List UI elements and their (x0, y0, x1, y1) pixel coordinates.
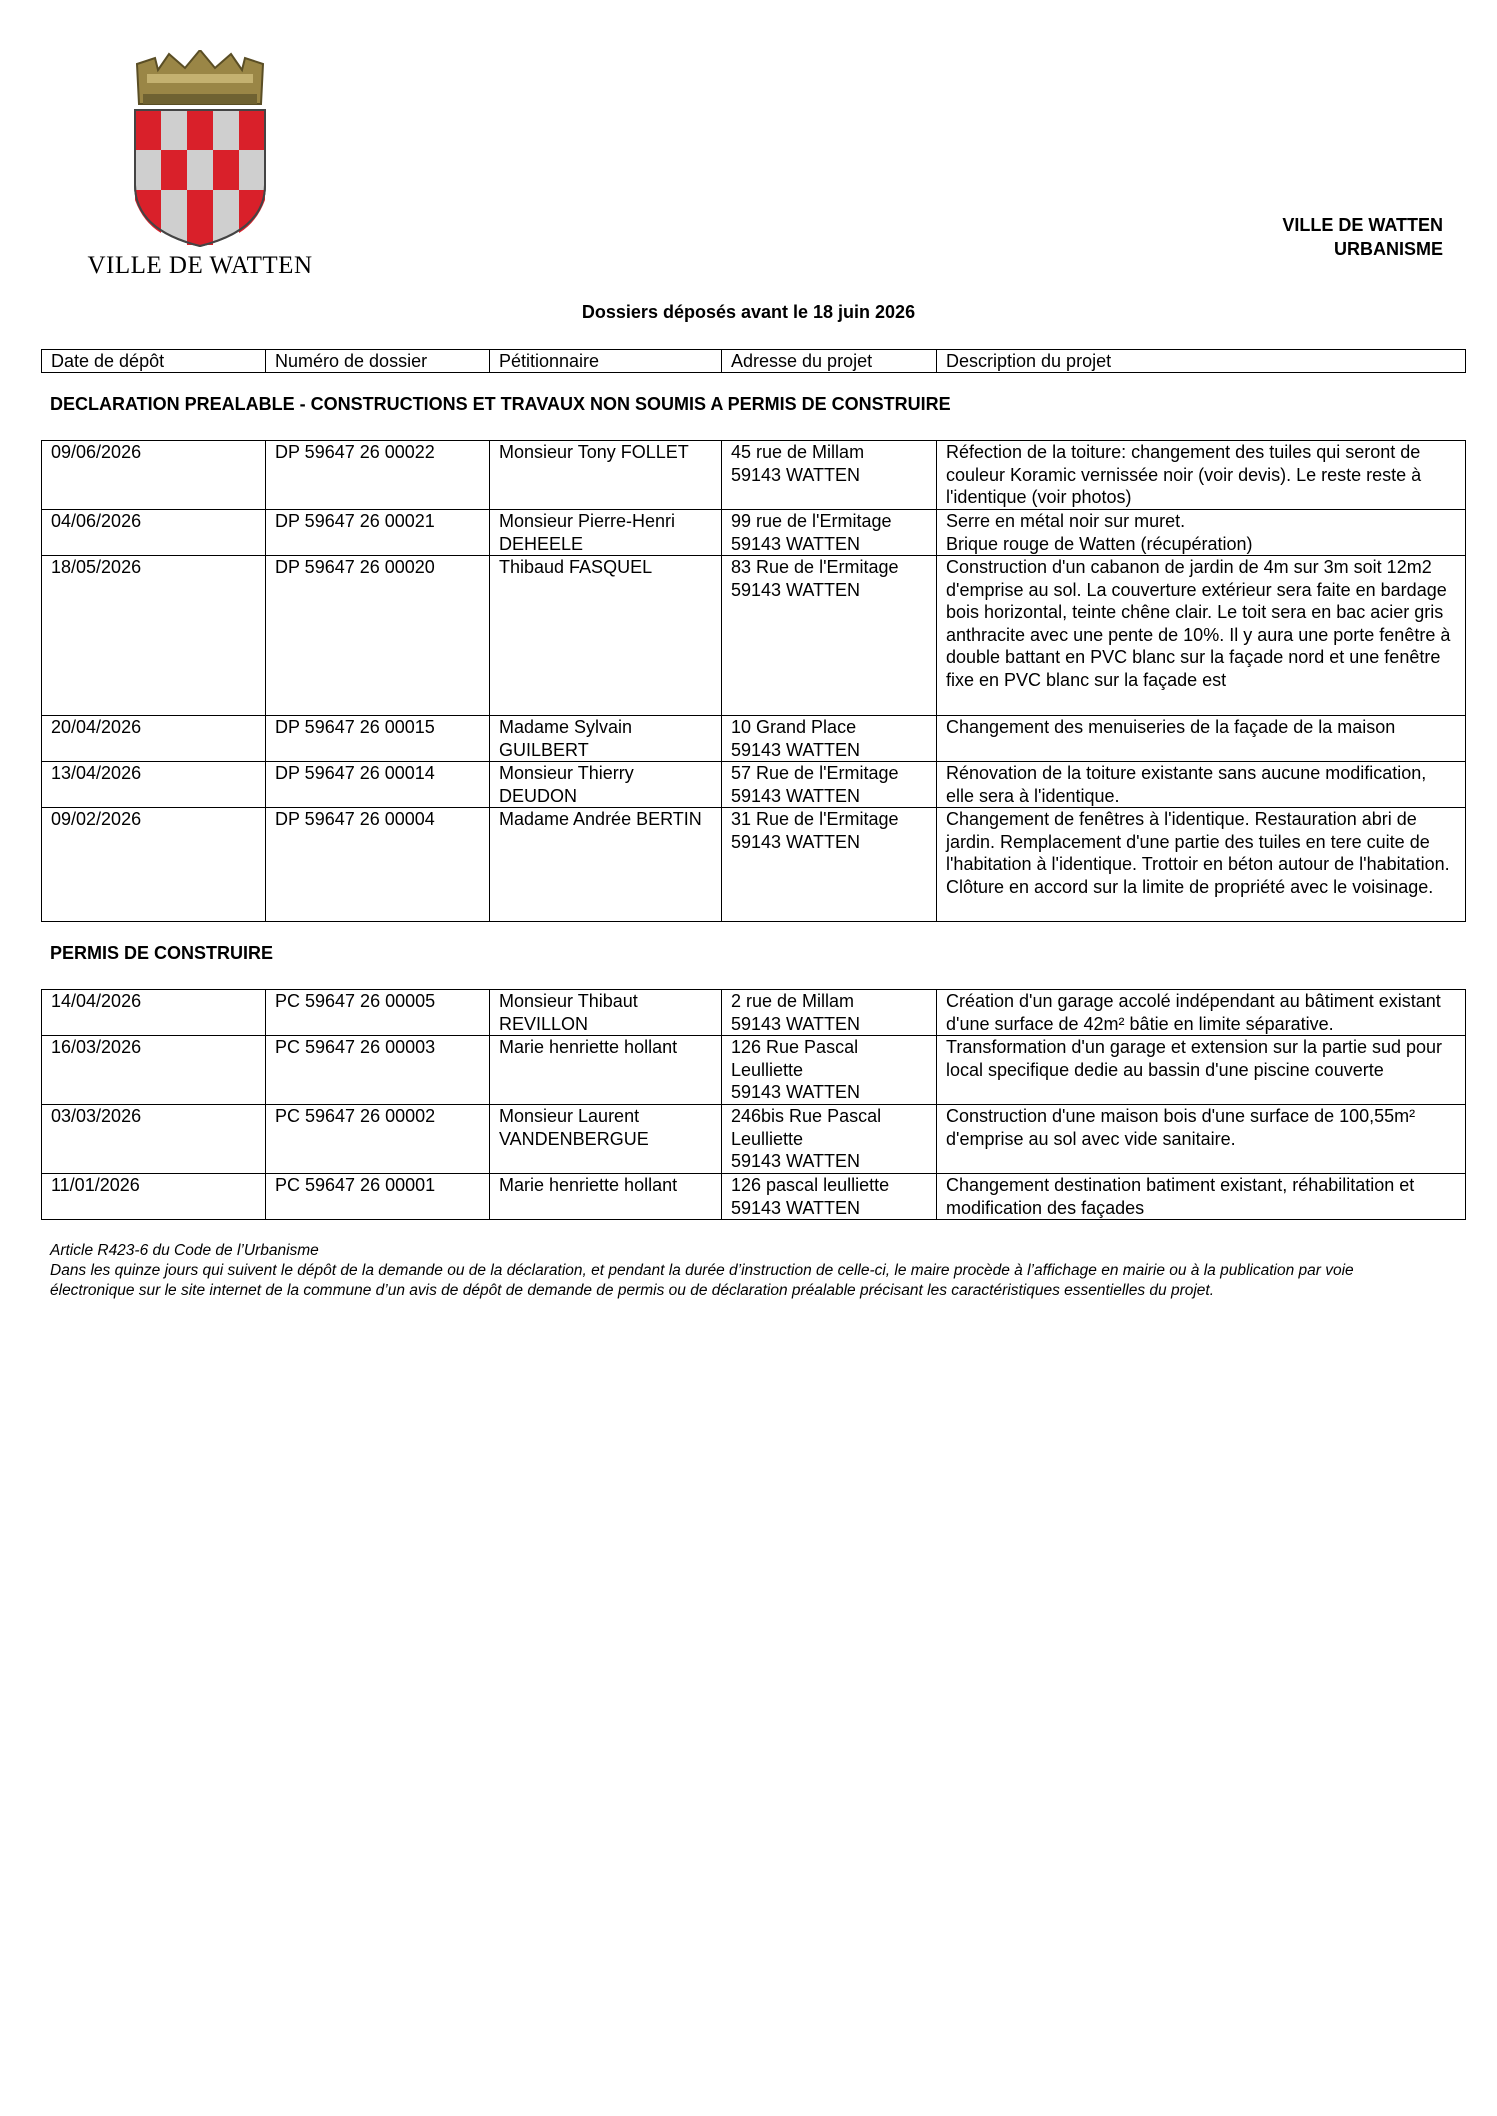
table-row (42, 990, 1466, 1036)
cell-address: 99 rue de l'Ermitage 59143 WATTEN (722, 510, 937, 556)
table-row (42, 716, 1466, 762)
section-title: DECLARATION PREALABLE - CONSTRUCTIONS ET TRAVAUX NON SOUMIS A PERMIS DE CONSTRUIRE (50, 394, 951, 414)
section-title: PERMIS DE CONSTRUIRE (50, 943, 274, 963)
cell-file-number: DP 59647 26 00022 (266, 441, 490, 510)
table-row (42, 441, 1466, 510)
organization-name: VILLE DE WATTEN (1282, 215, 1443, 235)
column-header: Date de dépôt (42, 350, 266, 373)
footer-text: Dans les quinze jours qui suivent le dépôt de la demande ou de la déclaration, et pendant la durée d’instruction de celle-ci, le maire procède à l’affichage en mairie ou à la publication par voie électronique sur le site internet de la commune d’un avis de dépôt de demande de permis ou de déclaration préalable précisant les caractéristiques essentielles du projet. (50, 1262, 1354, 1299)
cell-description: Changement de fenêtres à l'identique. Restauration abri de jardin. Remplacement d'une partie des tuiles en tere cuite de l'habitation à l'identique. Trottoir en béton autour de l'habitation. Clôture en accord sur la limite de propriété avec le voisinage. (937, 808, 1466, 922)
cell-file-number: PC 59647 26 00002 (266, 1105, 490, 1174)
table-row (42, 510, 1466, 556)
cell-address: 246bis Rue Pascal Leulliette 59143 WATTEN (722, 1105, 937, 1174)
cell-file-number: DP 59647 26 00021 (266, 510, 490, 556)
cell-applicant: Thibaud FASQUEL (490, 556, 722, 716)
cell-address: 126 Rue Pascal Leulliette 59143 WATTEN (722, 1036, 937, 1105)
cell-date: 11/01/2026 (42, 1174, 266, 1220)
column-header-row (42, 350, 1466, 373)
cell-applicant: Monsieur Thibaut REVILLON (490, 990, 722, 1036)
column-header: Pétitionnaire (490, 350, 722, 373)
cell-applicant: Monsieur Tony FOLLET (490, 441, 722, 510)
cell-applicant: Marie henriette hollant (490, 1174, 722, 1220)
table-row (42, 1105, 1466, 1174)
cell-description: Création d'un garage accolé indépendant au bâtiment existant d'une surface de 42m² bâtie en limite séparative. (937, 990, 1466, 1036)
cell-address: 10 Grand Place 59143 WATTEN (722, 716, 937, 762)
cell-address: 126 pascal leulliette 59143 WATTEN (722, 1174, 937, 1220)
logo-text: VILLE DE WATTEN (87, 252, 313, 279)
cell-date: 04/06/2026 (42, 510, 266, 556)
cell-address: 57 Rue de l'Ermitage 59143 WATTEN (722, 762, 937, 808)
footer-article: Article R423-6 du Code de l’Urbanisme (50, 1242, 319, 1259)
cell-date: 18/05/2026 (42, 556, 266, 716)
cell-file-number: PC 59647 26 00003 (266, 1036, 490, 1105)
table-row (42, 808, 1466, 922)
cell-date: 09/06/2026 (42, 441, 266, 510)
column-header-table (41, 349, 1466, 373)
cell-date: 20/04/2026 (42, 716, 266, 762)
cell-address: 31 Rue de l'Ermitage 59143 WATTEN (722, 808, 937, 922)
cell-date: 09/02/2026 (42, 808, 266, 922)
coat-of-arms-icon (125, 50, 275, 250)
city-logo (70, 50, 330, 290)
cell-file-number: PC 59647 26 00005 (266, 990, 490, 1036)
cell-address: 45 rue de Millam 59143 WATTEN (722, 441, 937, 510)
cell-applicant: Monsieur Pierre-Henri DEHEELE (490, 510, 722, 556)
cell-date: 16/03/2026 (42, 1036, 266, 1105)
document-title: Dossiers déposés avant le 18 juin 2026 (581, 302, 916, 322)
cell-file-number: DP 59647 26 00004 (266, 808, 490, 922)
column-header: Numéro de dossier (266, 350, 490, 373)
cell-description: Transformation d'un garage et extension sur la partie sud pour local specifique dedie au bassin d'une piscine couverte (937, 1036, 1466, 1105)
cell-file-number: PC 59647 26 00001 (266, 1174, 490, 1220)
organization-department: URBANISME (1333, 239, 1443, 259)
cell-file-number: DP 59647 26 00015 (266, 716, 490, 762)
cell-applicant: Madame Andrée BERTIN (490, 808, 722, 922)
table-row (42, 1174, 1466, 1220)
legal-footer (50, 1241, 1440, 1301)
cell-applicant: Marie henriette hollant (490, 1036, 722, 1105)
cell-description: Construction d'un cabanon de jardin de 4m sur 3m soit 12m2 d'emprise au sol. La couverture extérieur sera faite en bardage bois horizontal, teinte chêne clair. Le toit sera en bac acier gris anthracite avec une pente de 10%. Il y aura une porte fenêtre à double battant en PVC blanc sur la façade nord et une fenêtre fixe en PVC blanc sur la façade est (937, 556, 1466, 716)
cell-applicant: Madame Sylvain GUILBERT (490, 716, 722, 762)
cell-address: 2 rue de Millam 59143 WATTEN (722, 990, 937, 1036)
cell-date: 13/04/2026 (42, 762, 266, 808)
cell-applicant: Monsieur Thierry DEUDON (490, 762, 722, 808)
column-header: Adresse du projet (722, 350, 937, 373)
cell-description: Réfection de la toiture: changement des tuiles qui seront de couleur Koramic vernissée noir (voir devis). Le reste reste à l'identique (voir photos) (937, 441, 1466, 510)
cell-applicant: Monsieur Laurent VANDENBERGUE (490, 1105, 722, 1174)
cell-address: 83 Rue de l'Ermitage 59143 WATTEN (722, 556, 937, 716)
cell-description: Serre en métal noir sur muret. Brique rouge de Watten (récupération) (937, 510, 1466, 556)
cell-description: Changement des menuiseries de la façade de la maison (937, 716, 1466, 762)
cell-file-number: DP 59647 26 00014 (266, 762, 490, 808)
table-row (42, 1036, 1466, 1105)
cell-description: Construction d'une maison bois d'une surface de 100,55m² d'emprise au sol avec vide sanitaire. (937, 1105, 1466, 1174)
table-row (42, 762, 1466, 808)
cell-file-number: DP 59647 26 00020 (266, 556, 490, 716)
cell-date: 03/03/2026 (42, 1105, 266, 1174)
column-header: Description du projet (937, 350, 1466, 373)
table-row (42, 556, 1466, 716)
building-permit-table (41, 989, 1466, 1220)
cell-date: 14/04/2026 (42, 990, 266, 1036)
declaration-table (41, 440, 1466, 922)
cell-description: Changement destination batiment existant, réhabilitation et modification des façades (937, 1174, 1466, 1220)
organization-header (1282, 213, 1443, 261)
cell-description: Rénovation de la toiture existante sans aucune modification, elle sera à l'identique. (937, 762, 1466, 808)
